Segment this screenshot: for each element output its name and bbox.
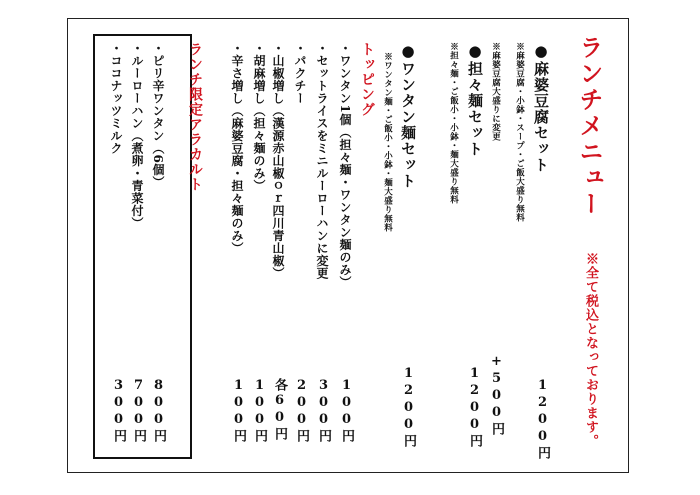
topping-price: 100円 [339, 378, 354, 444]
topping-item: ・胡麻増し（担々麺のみ） [252, 42, 266, 192]
wonton-set-desc: ※ワンタン麺・ご飯小・小鉢・麺大盛り無料 [382, 52, 393, 232]
topping-price: 100円 [231, 378, 246, 444]
topping-title: トッピング [359, 42, 375, 117]
alacarte-price: 300円 [111, 378, 126, 444]
topping-item: ・セットライスをミニルーローハンに変更 [315, 42, 329, 280]
wonton-set-price: 1200円 [401, 366, 416, 449]
topping-price: 300円 [316, 378, 331, 444]
topping-price: 各60円 [272, 378, 287, 442]
topping-price: 200円 [294, 378, 309, 444]
tantan-set-name: ●担々麺セット [466, 42, 484, 157]
mapo-upgrade-price: +500円 [489, 354, 504, 437]
topping-price: 100円 [252, 378, 267, 444]
tax-note: ※全て税込となっております。 [583, 252, 598, 448]
mapo-upgrade-desc: ※麻婆豆腐大盛りに変更 [490, 42, 501, 141]
topping-item: ・パクチー [293, 42, 307, 105]
alacarte-item: ・ココナッツミルク [109, 42, 123, 155]
mapo-set-price: 1200円 [535, 378, 550, 461]
tantan-set-desc: ※担々麺・ご飯小・小鉢・麺大盛り無料 [448, 42, 459, 204]
mapo-set-desc: ※麻婆豆腐・小鉢・スープ・ご飯大盛り無料 [514, 42, 525, 222]
topping-item: ・ワンタン1個（担々麺・ワンタン麺のみ） [338, 42, 352, 289]
menu-title: ランチメニュー [575, 35, 604, 217]
alacarte-item: ・ルーローハン（煮卵・青菜付） [130, 42, 144, 230]
alacarte-title: ランチ限定アラカルト [187, 42, 203, 192]
alacarte-item: ・ピリ辛ワンタン（6個） [151, 42, 165, 189]
wonton-set-name: ●ワンタン麺セット [399, 42, 417, 189]
tantan-set-price: 1200円 [467, 366, 482, 449]
alacarte-price: 800円 [151, 378, 166, 444]
topping-item: ・辛さ増し（麻婆豆腐・担々麺のみ） [230, 42, 244, 255]
alacarte-price: 700円 [131, 378, 146, 444]
mapo-set-name: ●麻婆豆腐セット [532, 42, 550, 173]
topping-item: ・山椒増し（漢源赤山椒ｏｒ四川青山椒） [271, 42, 285, 280]
